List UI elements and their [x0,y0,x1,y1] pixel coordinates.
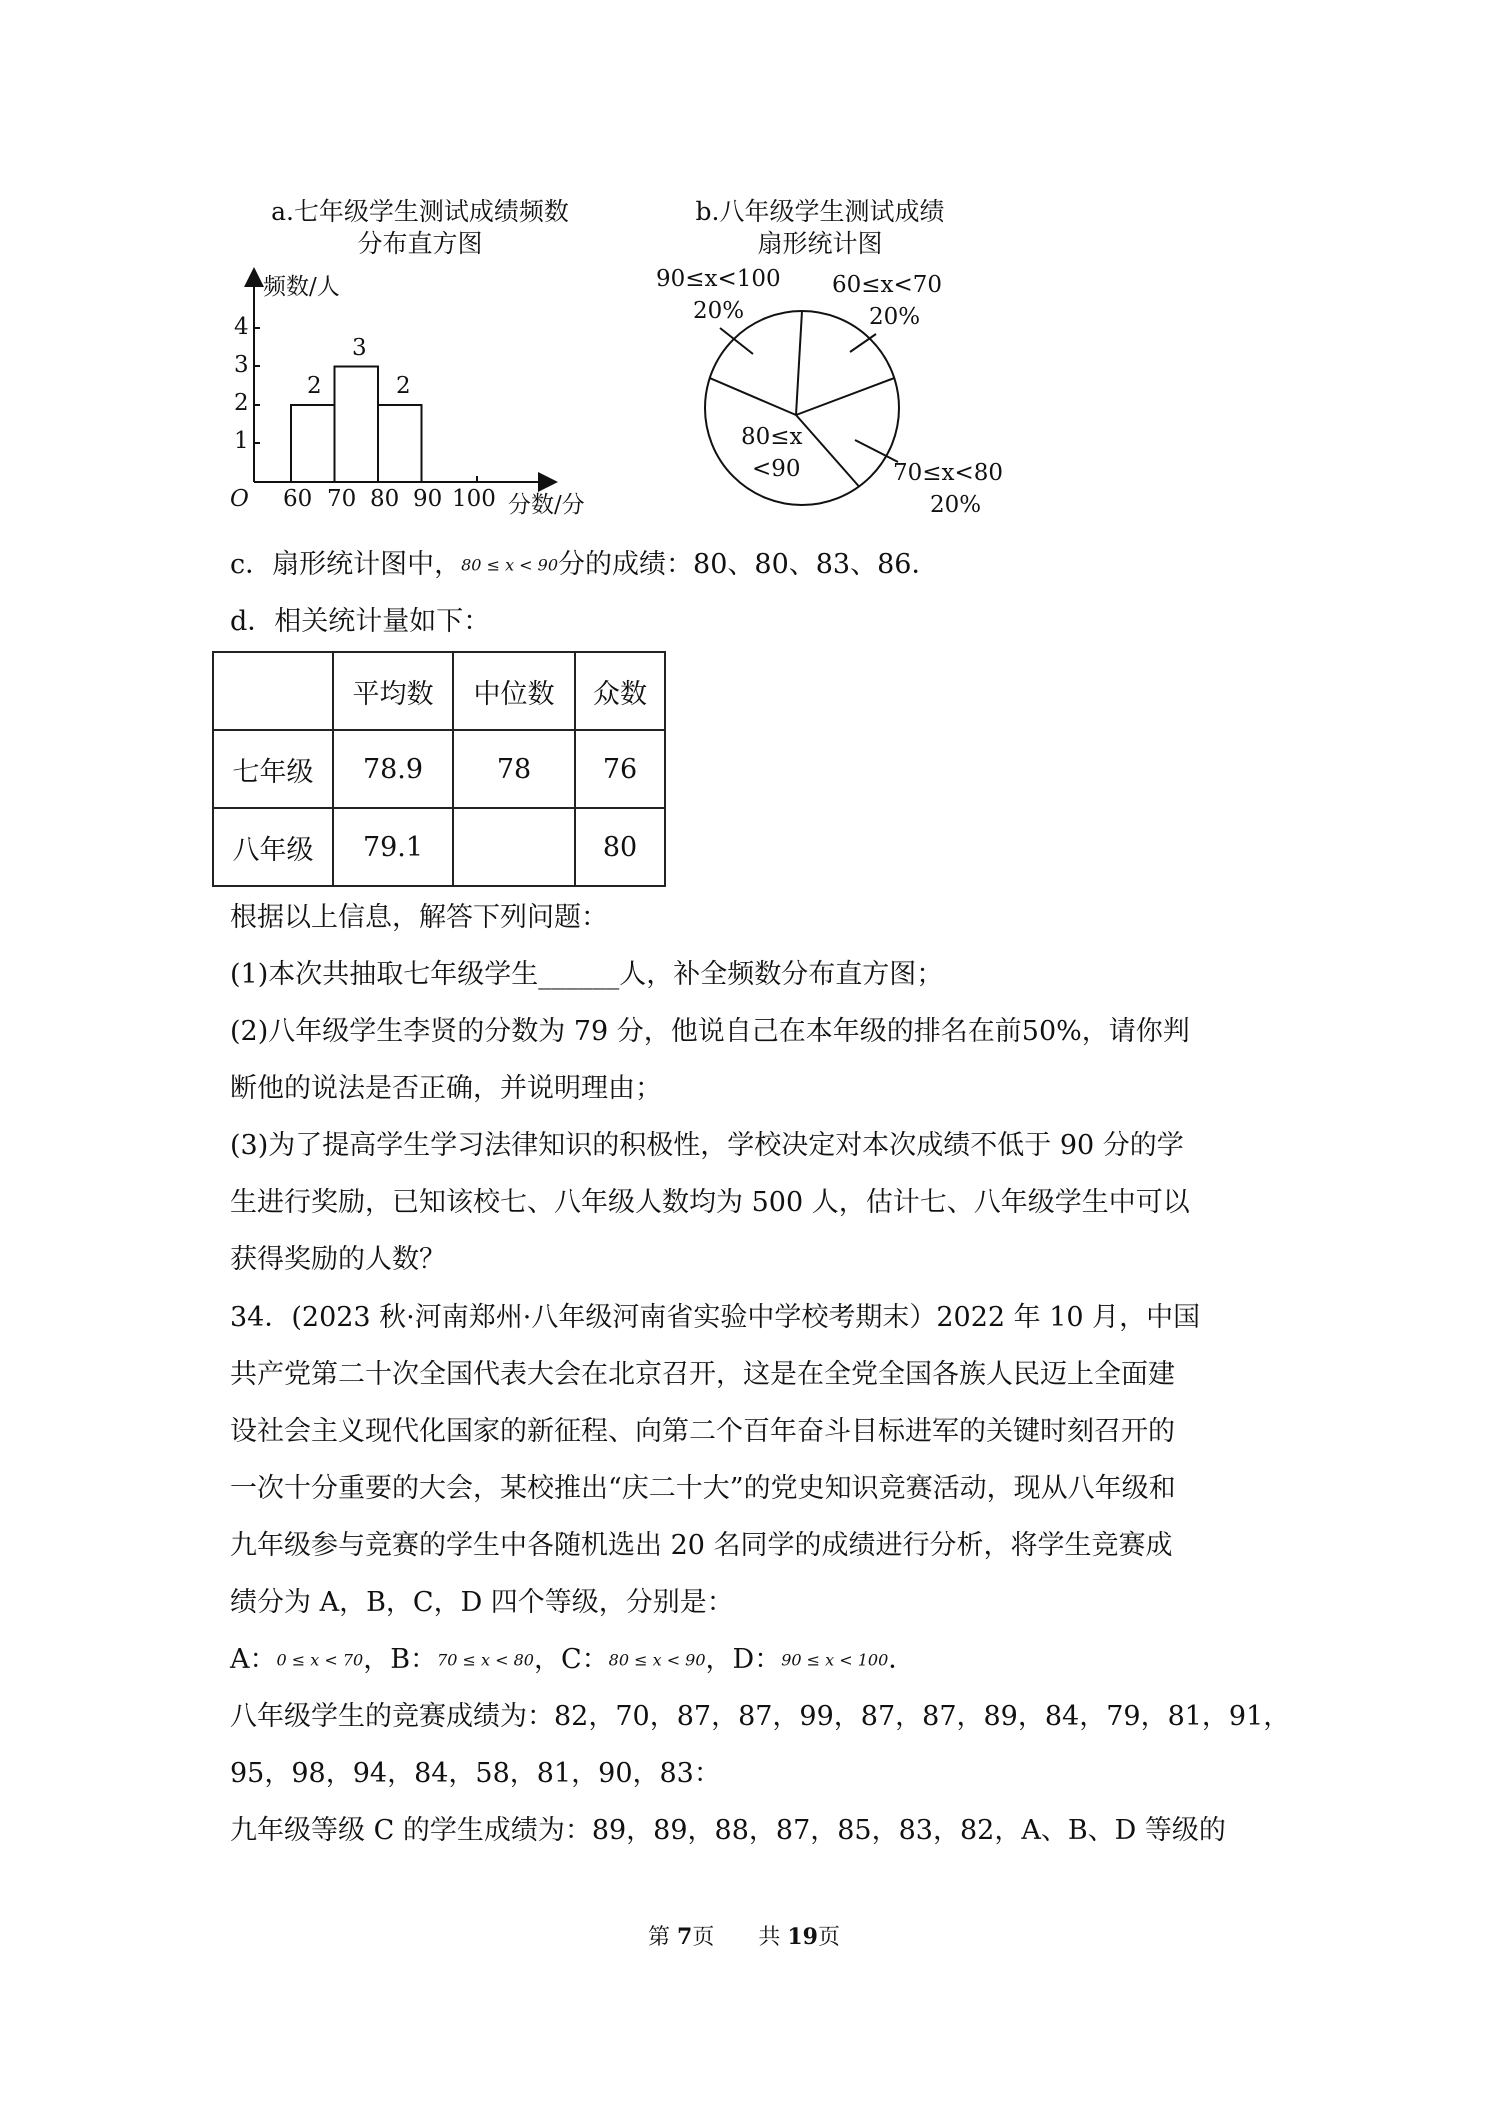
table-cell [453,808,575,886]
histogram-bar [335,367,379,483]
origin-label: O [230,486,249,512]
problem-34-line5: 九年级参与竞赛的学生中各随机选出 20 名同学的成绩进行分析，将学生竞赛成 [230,1530,1173,1561]
table-header-row [213,652,665,730]
pie-title-line1: b.八年级学生测试成绩 [695,197,945,226]
bar-label-60-70: 2 [307,373,322,399]
table-row [213,808,665,886]
pie-slice-border [710,378,796,415]
question-3-line3: 获得奖励的人数？ [230,1244,446,1275]
question-3-line1: (3)为了提高学生学习法律知识的积极性，学校决定对本次成绩不低于 90 分的学 [230,1130,1184,1161]
x-tick-60: 60 [283,486,313,512]
footer-prefix: 第 [648,1925,678,1950]
problem-34-line4: 一次十分重要的大会，某校推出“庆二十大”的党史知识竞赛活动，现从八年级和 [230,1473,1176,1504]
question-3-line2: 生进行奖励，已知该校七、八年级人数均为 500 人，估计七、八年级学生中可以 [230,1187,1190,1218]
bar-label-80-90: 2 [396,373,411,399]
grade-d-label: ，D： [705,1644,782,1675]
c-range: 80 ≤ x < 90 [461,555,559,575]
grade-a-label: A： [230,1644,277,1675]
grade-c-range: 80 ≤ x < 90 [608,1650,706,1670]
problem-34-line3: 设社会主义现代化国家的新征程、向第二个百年奋斗目标进军的关键时刻召开的 [230,1416,1175,1447]
pie-pct-60-70: 20% [869,304,921,330]
table-header-cell: 中位数 [453,652,575,730]
histogram-title-line2: 分布直方图 [357,229,483,258]
eighth-grade-scores-line2: 95，98，94，84，58，81，90，83： [230,1758,721,1789]
footer-suffix: 页 [817,1925,840,1950]
footer-page-total: 19 [787,1924,818,1950]
y-tick-4: 4 [234,314,249,340]
pie-pct-90-100: 20% [693,298,745,324]
line-d: d．相关统计量如下： [230,606,491,637]
question-1: (1)本次共抽取七年级学生______人，补全频数分布直方图； [230,959,944,990]
table-cell: 八年级 [213,808,333,886]
pie-label-80-90-a: 80≤x [741,424,803,450]
pie-pct-70-80: 20% [930,492,982,518]
y-tick-3: 3 [234,352,249,378]
footer-page-number: 7 [677,1924,693,1950]
table-row [213,730,665,808]
bar-label-70-80: 3 [352,335,367,361]
page-footer [0,1920,1488,1951]
pie-title [640,196,1000,260]
c-prefix: c．扇形统计图中， [230,549,462,580]
line-after-table: 根据以上信息，解答下列问题： [230,902,608,933]
table-cell: 七年级 [213,730,333,808]
question-2-line1: (2)八年级学生李贤的分数为 79 分，他说自己在本年级的排名在前50%，请你判 [230,1016,1190,1047]
x-tick-100: 100 [452,486,496,512]
grade-a-range: 0 ≤ x < 70 [276,1650,364,1670]
histogram-title [240,196,600,260]
c-suffix: 分的成绩：80、80、83、86． [558,549,939,580]
x-tick-90: 90 [413,486,443,512]
stats-table [212,651,666,887]
eighth-grade-scores-line1: 八年级学生的竞赛成绩为：82，70，87，87，99，87，87，89，84，79，81，91， [230,1701,1291,1732]
footer-mid: 页 共 [692,1925,788,1950]
table-cell: 78.9 [333,730,453,808]
y-tick-1: 1 [234,428,249,454]
pie-slice-borders [710,311,895,486]
problem-34-line6: 绩分为 A，B，C，D 四个等级，分别是： [230,1587,734,1618]
ninth-grade-scores-line1: 九年级等级 C 的学生成绩为：89，89，88，87，85，83，82，A、B、D 等级的 [230,1815,1226,1846]
table-cell: 78 [453,730,575,808]
grade-b-range: 70 ≤ x < 80 [437,1650,534,1670]
grade-b-label: ，B： [363,1644,438,1675]
pie-slice-border [796,378,894,415]
line-c [230,545,938,586]
pie-slice-border [796,415,859,486]
pie-leader-60-70 [850,334,876,352]
y-tick-2: 2 [234,390,249,416]
question-2-line2: 断他的说法是否正确，并说明理由； [230,1073,662,1104]
pie-label-80-90-b: <90 [752,456,801,482]
table-cell: 76 [575,730,665,808]
table-cell: 79.1 [333,808,453,886]
x-tick-70: 70 [327,486,357,512]
problem-34-line2: 共产党第二十次全国代表大会在北京召开，这是在全党全国各族人民迈上全面建 [230,1359,1175,1390]
grade-d-range: 90 ≤ x < 100 [781,1650,889,1670]
histogram-y-label: 频数/人 [263,274,340,300]
table-header-cell: 众数 [575,652,665,730]
grade-ranges-line [230,1640,915,1681]
table-header-cell: 平均数 [333,652,453,730]
pie-label-70-80: 70≤x<80 [893,460,1004,486]
problem-34-line1: 34．(2023 秋·河南郑州·八年级河南省实验中学校考期末）2022 年 10 月，中国 [230,1302,1201,1333]
grade-c-label: ，C： [533,1644,609,1675]
table-header-cell [213,652,333,730]
x-tick-80: 80 [370,486,400,512]
histogram-bar [378,405,422,482]
grade-end: ． [888,1644,916,1675]
pie-label-60-70: 60≤x<70 [832,272,943,298]
table-cell: 80 [575,808,665,886]
pie-label-90-100: 90≤x<100 [656,266,781,292]
pie-title-line2: 扇形统计图 [757,229,883,258]
histogram-bar [291,405,335,482]
histogram-x-label: 分数/分 [508,492,585,518]
histogram-title-line1: a.七年级学生测试成绩频数 [271,197,569,226]
pie-slice-border [796,311,802,415]
